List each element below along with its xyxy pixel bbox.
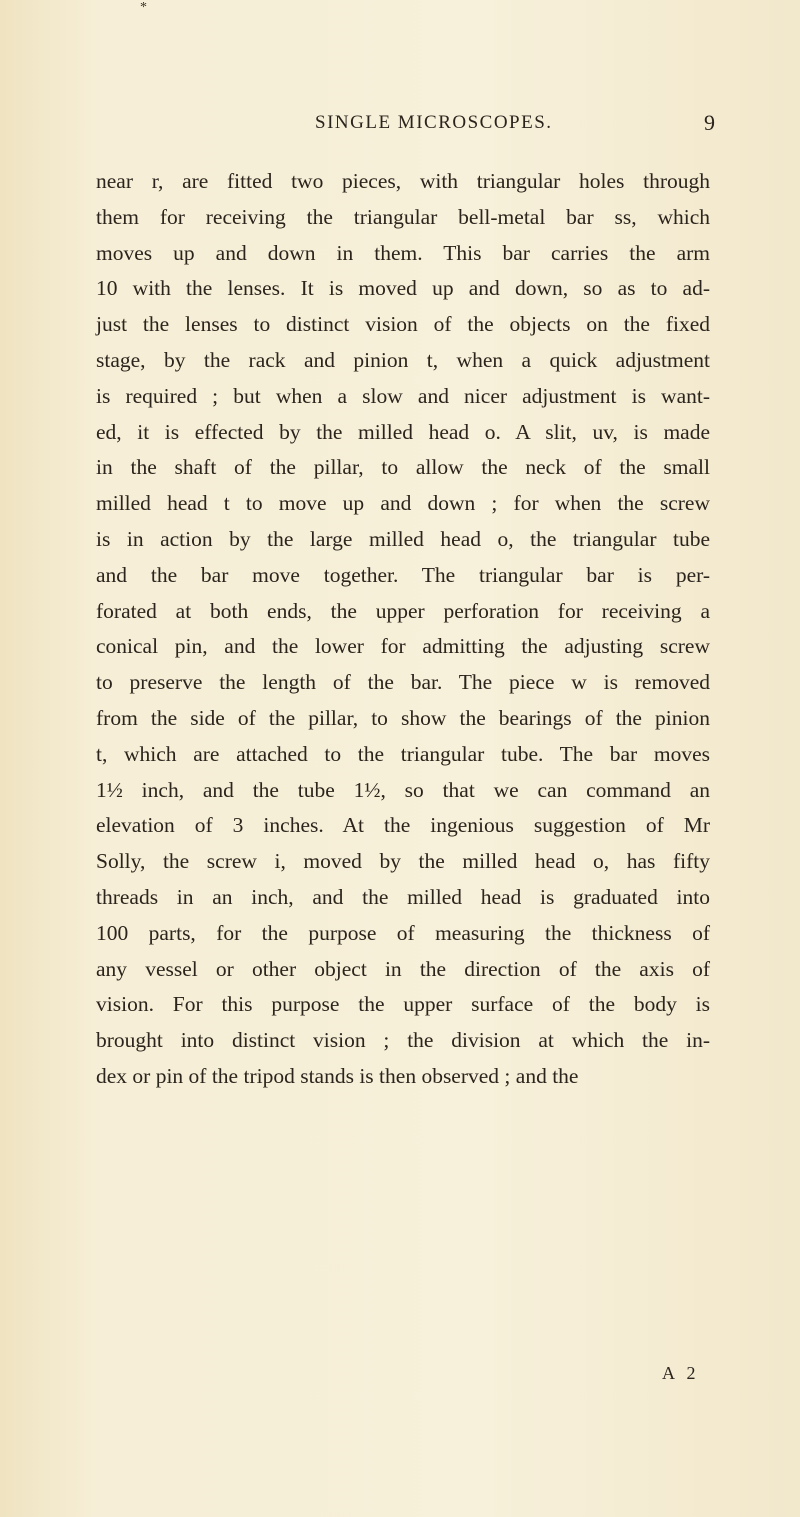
text-line: 1½ inch, and the tube 1½, so that we can command an — [96, 777, 710, 802]
text-line: dex or pin of the tripod stands is then observed ; and the — [96, 1063, 579, 1088]
text-line: Solly, the screw i, moved by the milled head o, has fifty — [96, 849, 710, 874]
text-line: t, which are attached to the triangular tube. The bar moves — [96, 741, 710, 766]
text-line: 10 with the lenses. It is moved up and down, so as to ad- — [96, 276, 710, 301]
signature-mark: A 2 — [662, 1363, 700, 1383]
text-line: is required ; but when a slow and nicer adjustment is want- — [96, 383, 710, 408]
text-line: forated at both ends, the upper perforation for receiving a — [96, 598, 710, 623]
running-head: SINGLE MICROSCOPES. — [315, 112, 553, 133]
text-line: elevation of 3 inches. At the ingenious suggestion of Mr — [96, 813, 710, 838]
text-line: stage, by the rack and pinion t, when a quick adjustment — [96, 347, 710, 372]
text-line: 100 parts, for the purpose of measuring the thickness of — [96, 920, 710, 945]
text-line: brought into distinct vision ; the division at which the in- — [96, 1028, 710, 1053]
text-line: them for receiving the triangular bell-metal bar ss, which — [96, 204, 710, 229]
top-mark: * — [140, 0, 147, 15]
page-number: 9 — [704, 110, 715, 135]
page-header — [0, 112, 800, 142]
text-line: to preserve the length of the bar. The piece w is removed — [96, 670, 710, 695]
text-line: moves up and down in them. This bar carries the arm — [96, 240, 710, 265]
body-text — [96, 164, 710, 1095]
text-line: ed, it is effected by the milled head o. A slit, uv, is made — [96, 419, 710, 444]
text-line: just the lenses to distinct vision of the objects on the fixed — [96, 312, 710, 337]
text-line: in the shaft of the pillar, to allow the neck of the small — [96, 455, 710, 480]
text-line: any vessel or other object in the direction of the axis of — [96, 956, 710, 981]
text-line: milled head t to move up and down ; for when the screw — [96, 491, 710, 516]
text-line: threads in an inch, and the milled head is graduated into — [96, 884, 710, 909]
text-line: vision. For this purpose the upper surface of the body is — [96, 992, 710, 1017]
text-line: conical pin, and the lower for admitting the adjusting screw — [96, 634, 710, 659]
text-line: and the bar move together. The triangular bar is per- — [96, 562, 710, 587]
text-line: near r, are fitted two pieces, with triangular holes through — [96, 169, 710, 193]
text-line: is in action by the large milled head o, the triangular tube — [96, 526, 710, 551]
text-line: from the side of the pillar, to show the bearings of the pinion — [96, 705, 710, 730]
